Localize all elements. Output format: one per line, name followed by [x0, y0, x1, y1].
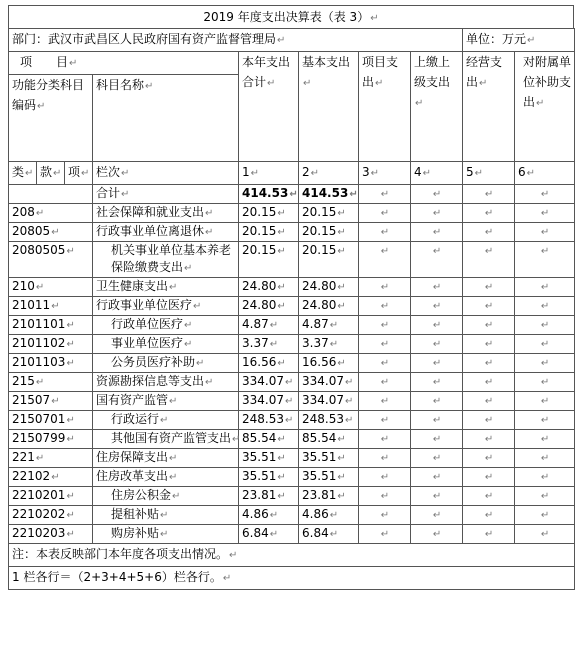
c1-cell: 35.51↵	[239, 468, 299, 487]
c5-cell: ↵	[463, 392, 515, 411]
department-cell: 部门：武汉市武昌区人民政府国有资产监督管理局↵	[9, 29, 463, 52]
subject-name-cell: 社会保障和就业支出↵	[93, 204, 239, 223]
table-row	[9, 278, 575, 297]
c6-cell: ↵	[515, 506, 575, 525]
total-code-cell	[9, 185, 93, 204]
subject-name-cell: 行政事业单位离退休↵	[93, 223, 239, 242]
table-row	[9, 223, 575, 242]
c4-cell: ↵	[411, 392, 463, 411]
total-c1: 414.53↵	[239, 185, 299, 204]
c1-cell: 23.81↵	[239, 487, 299, 506]
c6-cell: ↵	[515, 354, 575, 373]
c4-cell: ↵	[411, 525, 463, 544]
code-cell: 2210202↵	[9, 506, 93, 525]
col6-header: 对附属单位补助支出↵	[515, 52, 575, 162]
code-cell: 2080505↵	[9, 242, 93, 278]
col-number-3: 3↵	[359, 162, 411, 185]
c5-cell: ↵	[463, 506, 515, 525]
c2-cell: 3.37↵	[299, 335, 359, 354]
func-code-header: 功能分类科目编码↵	[9, 75, 93, 162]
c5-cell: ↵	[463, 487, 515, 506]
c3-cell: ↵	[359, 204, 411, 223]
c1-cell: 85.54↵	[239, 430, 299, 449]
c5-cell: ↵	[463, 449, 515, 468]
c4-cell: ↵	[411, 411, 463, 430]
c5-cell: ↵	[463, 297, 515, 316]
c4-cell: ↵	[411, 487, 463, 506]
note-row-1	[9, 544, 575, 567]
table-row	[9, 316, 575, 335]
table-title-box	[8, 5, 574, 28]
subject-name-cell: 机关事业单位基本养老保险缴费支出↵	[93, 242, 239, 278]
c6-cell: ↵	[515, 487, 575, 506]
c2-cell: 20.15↵	[299, 223, 359, 242]
table-title: 2019 年度支出决算表（表 3）	[203, 10, 370, 24]
code-cell: 2150799↵	[9, 430, 93, 449]
c6-cell: ↵	[515, 449, 575, 468]
c1-cell: 16.56↵	[239, 354, 299, 373]
c1-cell: 6.84↵	[239, 525, 299, 544]
code-cell: 20805↵	[9, 223, 93, 242]
budget-document	[8, 5, 574, 590]
c3-cell: ↵	[359, 223, 411, 242]
c2-cell: 4.87↵	[299, 316, 359, 335]
header-row	[9, 52, 575, 75]
code-cell: 21011↵	[9, 297, 93, 316]
code-cell: 210↵	[9, 278, 93, 297]
expenditure-table	[8, 28, 575, 590]
c2-cell: 35.51↵	[299, 468, 359, 487]
subject-name-cell: 住房公积金↵	[93, 487, 239, 506]
table-row	[9, 392, 575, 411]
c3-cell: ↵	[359, 506, 411, 525]
table-row	[9, 297, 575, 316]
c6-cell: ↵	[515, 373, 575, 392]
c3-cell: ↵	[359, 525, 411, 544]
subject-name-cell: 购房补贴↵	[93, 525, 239, 544]
c4-cell: ↵	[411, 449, 463, 468]
subject-name-cell: 行政单位医疗↵	[93, 316, 239, 335]
c5-cell: ↵	[463, 525, 515, 544]
c4-cell: ↵	[411, 354, 463, 373]
subject-name-header: 科目名称↵	[93, 75, 239, 162]
c2-cell: 20.15↵	[299, 204, 359, 223]
col2-header: 基本支出↵	[299, 52, 359, 162]
paragraph-mark: ↵	[370, 13, 379, 24]
total-row	[9, 185, 575, 204]
c3-cell: ↵	[359, 468, 411, 487]
c6-cell: ↵	[515, 223, 575, 242]
kuan-header: 款↵	[37, 162, 65, 185]
c6-cell: ↵	[515, 468, 575, 487]
c6-cell: ↵	[515, 525, 575, 544]
c1-cell: 4.86↵	[239, 506, 299, 525]
table-row	[9, 204, 575, 223]
c4-cell: ↵	[411, 430, 463, 449]
col-number-4: 4↵	[411, 162, 463, 185]
c1-cell: 334.07↵	[239, 392, 299, 411]
table-row	[9, 335, 575, 354]
data-rows	[9, 204, 575, 544]
c6-cell: ↵	[515, 297, 575, 316]
c6-cell: ↵	[515, 316, 575, 335]
total-label-cell: 合计↵	[93, 185, 239, 204]
xiang-header: 项↵	[65, 162, 93, 185]
note-1: 注：本表反映部门本年度各项支出情况。↵	[9, 544, 575, 567]
table-row	[9, 449, 575, 468]
c2-cell: 85.54↵	[299, 430, 359, 449]
c3-cell: ↵	[359, 411, 411, 430]
c2-cell: 24.80↵	[299, 278, 359, 297]
table-row	[9, 468, 575, 487]
c2-cell: 16.56↵	[299, 354, 359, 373]
subject-name-cell: 住房改革支出↵	[93, 468, 239, 487]
index-row	[9, 162, 575, 185]
col-number-5: 5↵	[463, 162, 515, 185]
c3-cell: ↵	[359, 449, 411, 468]
table-row	[9, 506, 575, 525]
c2-cell: 24.80↵	[299, 297, 359, 316]
c3-cell: ↵	[359, 373, 411, 392]
note-row-2	[9, 567, 575, 590]
subject-name-cell: 公务员医疗补助↵	[93, 354, 239, 373]
code-cell: 22102↵	[9, 468, 93, 487]
table-row	[9, 242, 575, 278]
c4-cell: ↵	[411, 242, 463, 278]
c5-cell: ↵	[463, 204, 515, 223]
code-cell: 2150701↵	[9, 411, 93, 430]
subject-name-cell: 行政运行↵	[93, 411, 239, 430]
table-row	[9, 430, 575, 449]
c3-cell: ↵	[359, 392, 411, 411]
subject-name-cell: 资源勘探信息等支出↵	[93, 373, 239, 392]
subject-name-cell: 其他国有资产监管支出↵	[93, 430, 239, 449]
project-header: 项 目↵	[9, 52, 239, 75]
c1-cell: 4.87↵	[239, 316, 299, 335]
c3-cell: ↵	[359, 242, 411, 278]
c1-cell: 24.80↵	[239, 297, 299, 316]
code-cell: 2101101↵	[9, 316, 93, 335]
table-row	[9, 411, 575, 430]
c1-cell: 20.15↵	[239, 223, 299, 242]
c3-cell: ↵	[359, 487, 411, 506]
table-row	[9, 354, 575, 373]
col3-header: 项目支出↵	[359, 52, 411, 162]
total-c3: ↵	[359, 185, 411, 204]
unit-cell: 单位：万元↵	[463, 29, 575, 52]
c2-cell: 334.07↵	[299, 373, 359, 392]
c6-cell: ↵	[515, 411, 575, 430]
code-cell: 2210201↵	[9, 487, 93, 506]
c2-cell: 35.51↵	[299, 449, 359, 468]
subject-name-cell: 提租补贴↵	[93, 506, 239, 525]
c5-cell: ↵	[463, 373, 515, 392]
c3-cell: ↵	[359, 354, 411, 373]
c2-cell: 248.53↵	[299, 411, 359, 430]
c1-cell: 248.53↵	[239, 411, 299, 430]
c6-cell: ↵	[515, 335, 575, 354]
code-cell: 21507↵	[9, 392, 93, 411]
c6-cell: ↵	[515, 430, 575, 449]
col4-header: 上缴上级支出↵	[411, 52, 463, 162]
c5-cell: ↵	[463, 411, 515, 430]
c6-cell: ↵	[515, 278, 575, 297]
lanci-header: 栏次↵	[93, 162, 239, 185]
c5-cell: ↵	[463, 335, 515, 354]
c3-cell: ↵	[359, 316, 411, 335]
table-row	[9, 525, 575, 544]
c1-cell: 334.07↵	[239, 373, 299, 392]
code-cell: 221↵	[9, 449, 93, 468]
c4-cell: ↵	[411, 316, 463, 335]
col-number-2: 2↵	[299, 162, 359, 185]
c4-cell: ↵	[411, 468, 463, 487]
c6-cell: ↵	[515, 392, 575, 411]
c4-cell: ↵	[411, 297, 463, 316]
c4-cell: ↵	[411, 373, 463, 392]
c1-cell: 20.15↵	[239, 204, 299, 223]
col1-header: 本年支出合计↵	[239, 52, 299, 162]
c1-cell: 24.80↵	[239, 278, 299, 297]
c1-cell: 20.15↵	[239, 242, 299, 278]
c6-cell: ↵	[515, 204, 575, 223]
c2-cell: 334.07↵	[299, 392, 359, 411]
c5-cell: ↵	[463, 278, 515, 297]
lei-header: 类↵	[9, 162, 37, 185]
c4-cell: ↵	[411, 506, 463, 525]
total-c4: ↵	[411, 185, 463, 204]
total-c2: 414.53↵	[299, 185, 359, 204]
table-row	[9, 487, 575, 506]
c4-cell: ↵	[411, 278, 463, 297]
c3-cell: ↵	[359, 430, 411, 449]
col5-header: 经营支出↵	[463, 52, 515, 162]
c1-cell: 35.51↵	[239, 449, 299, 468]
subject-name-cell: 事业单位医疗↵	[93, 335, 239, 354]
c5-cell: ↵	[463, 316, 515, 335]
c5-cell: ↵	[463, 430, 515, 449]
c4-cell: ↵	[411, 335, 463, 354]
c3-cell: ↵	[359, 297, 411, 316]
c2-cell: 23.81↵	[299, 487, 359, 506]
subject-name-cell: 卫生健康支出↵	[93, 278, 239, 297]
c5-cell: ↵	[463, 242, 515, 278]
code-cell: 215↵	[9, 373, 93, 392]
department-row	[9, 29, 575, 52]
c2-cell: 20.15↵	[299, 242, 359, 278]
code-cell: 2101103↵	[9, 354, 93, 373]
c6-cell: ↵	[515, 242, 575, 278]
col-number-1: 1↵	[239, 162, 299, 185]
note-2: 1 栏各行＝（2+3+4+5+6）栏各行。↵	[9, 567, 575, 590]
c3-cell: ↵	[359, 335, 411, 354]
table-row	[9, 373, 575, 392]
subject-name-cell: 国有资产监管↵	[93, 392, 239, 411]
c4-cell: ↵	[411, 204, 463, 223]
code-cell: 208↵	[9, 204, 93, 223]
c4-cell: ↵	[411, 223, 463, 242]
code-cell: 2210203↵	[9, 525, 93, 544]
total-c6: ↵	[515, 185, 575, 204]
total-c5: ↵	[463, 185, 515, 204]
c5-cell: ↵	[463, 223, 515, 242]
c2-cell: 6.84↵	[299, 525, 359, 544]
c5-cell: ↵	[463, 354, 515, 373]
c3-cell: ↵	[359, 278, 411, 297]
code-cell: 2101102↵	[9, 335, 93, 354]
subject-name-cell: 住房保障支出↵	[93, 449, 239, 468]
c2-cell: 4.86↵	[299, 506, 359, 525]
c1-cell: 3.37↵	[239, 335, 299, 354]
subject-name-cell: 行政事业单位医疗↵	[93, 297, 239, 316]
col-number-6: 6↵	[515, 162, 575, 185]
c5-cell: ↵	[463, 468, 515, 487]
